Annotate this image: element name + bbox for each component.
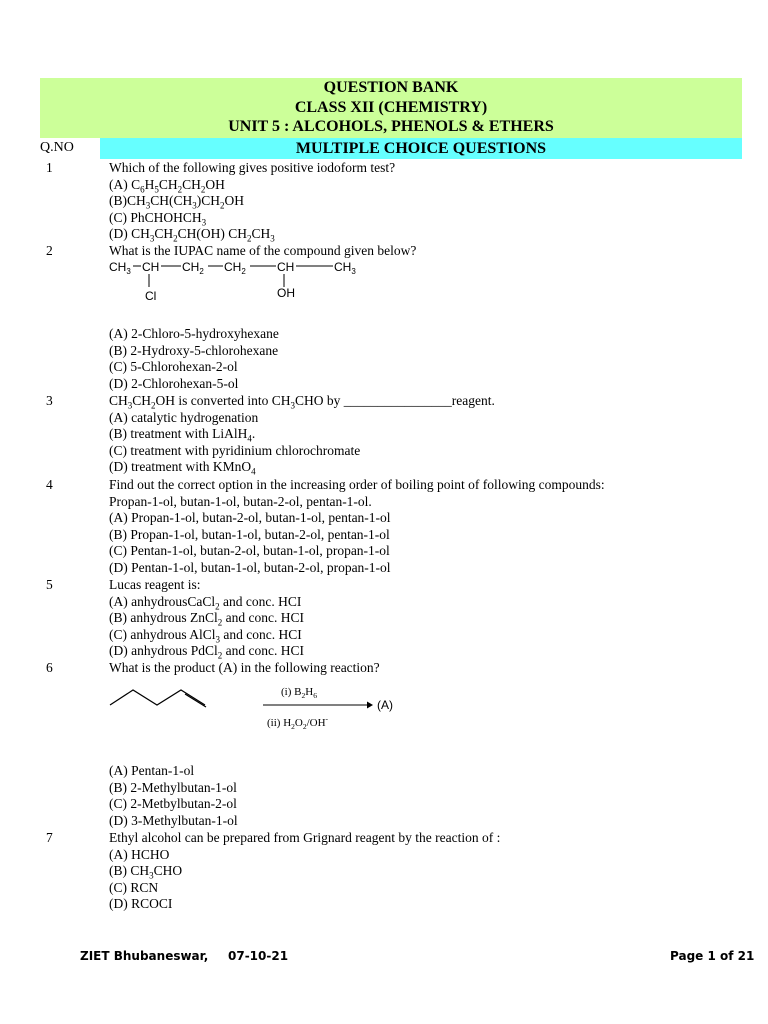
option-b: (B) anhydrous ZnCl$_2$ and conc. HCI [109, 610, 304, 628]
option-b: (B) $CH_3CHO$ [109, 863, 183, 881]
option-b: $(B)CH_3CH(CH_3)CH_2OH$ [109, 193, 245, 211]
chain-atom: $CH_2$ [182, 260, 204, 276]
footer-page-number: Page 1 of 21 [670, 949, 755, 963]
option-b: (B) 2-Methylbutan-1-ol [109, 779, 237, 795]
option-d: (D) 2-Chlorohexan-5-ol [109, 375, 239, 391]
question-number: 1 [46, 160, 53, 175]
question-number: 6 [46, 660, 53, 675]
question-text: What is the IUPAC name of the compound given below? [109, 243, 417, 258]
option-c: (C) 2-Metbylbutan-2-ol [109, 796, 237, 811]
qno-column-label: Q.NO [40, 140, 74, 155]
option-d: (D) Pentan-1-ol, butan-1-ol, butan-2-ol, propan-1-ol [109, 559, 391, 575]
option-a: (A) $C_6H_5CH_2CH_2OH$ [109, 176, 225, 195]
question-number: 7 [46, 830, 53, 845]
question-compounds: Propan-1-ol, butan-1-ol, butan-2-ol, pentan-1-ol. [109, 493, 372, 509]
chain-atom: $CH_3$ [109, 260, 131, 276]
reaction-product: (A) [377, 698, 393, 712]
hydroxy-substituent: OH [277, 286, 295, 300]
reaction-scheme [105, 678, 405, 738]
question-number: 3 [46, 393, 53, 408]
question-number: 4 [46, 477, 53, 492]
option-d: (D) 3-Methylbutan-1-ol [109, 812, 238, 828]
option-a: (A) HCHO [109, 846, 170, 862]
option-d: (D) treatment with KMnO$_4$ [109, 459, 256, 477]
question-text: Ethyl alcohol can be prepared from Grignard reagent by the reaction of : [109, 830, 501, 845]
chain-atom: CH [142, 260, 160, 274]
question-text: Find out the correct option in the increasing order of boiling point of following compounds: [109, 477, 605, 492]
option-b: (B) Propan-1-ol, butan-1-ol, butan-2-ol, pentan-1-ol [109, 526, 390, 542]
option-c: (C) 5-Chlorohexan-2-ol [109, 359, 238, 374]
option-a: (A) anhydrousCaCl$_2$ and conc. HCI [109, 593, 302, 612]
question-number: 2 [46, 243, 53, 258]
option-c: (C) PhCHOHCH$_3$ [109, 209, 207, 228]
footer-institution: ZIET Bhubaneswar, [80, 949, 209, 963]
question-number: 5 [46, 577, 53, 592]
section-title: MULTIPLE CHOICE QUESTIONS [100, 138, 742, 159]
option-c: (C) RCN [109, 879, 159, 895]
chloro-substituent: Cl [145, 289, 157, 303]
question-text: $CH_3CH_2OH$ is converted into $CH_3CHO$ by ________________reagent. [109, 393, 495, 411]
question-text: Which of the following gives positive iodoform test? [109, 160, 396, 175]
option-c: (C) Pentan-1-ol, butan-2-ol, butan-1-ol, propan-1-ol [109, 543, 390, 558]
option-d: (D) $CH_3CH_2CH(OH)$ $CH_2CH_3$ [109, 226, 275, 244]
header-title: QUESTION BANK [323, 79, 459, 96]
option-c: (C) anhydrous AlCl$_3$ and conc. HCI [109, 626, 302, 645]
option-a: (A) 2-Chloro-5-hydroxyhexane [109, 326, 279, 341]
chain-atom: $CH_2$ [224, 260, 246, 276]
option-a: (A) Propan-1-ol, butan-2-ol, butan-1-ol, pentan-1-ol [109, 510, 391, 525]
option-b: (B) treatment with LiAlH$_4$. [109, 426, 256, 444]
header-class: CLASS XII (CHEMISTRY) [294, 98, 488, 116]
header-unit: UNIT 5 : ALCOHOLS, PHENOLS & ETHERS [228, 118, 554, 135]
chain-atom: CH [277, 260, 295, 274]
reagent-step-2: (ii) $H_2O_2/OH^-$ [267, 714, 329, 731]
question-text: Lucas reagent is: [109, 577, 201, 592]
question-bank-header [40, 78, 742, 138]
option-d: (D) anhydrous PdCl$_2$ and conc. HCI [109, 643, 304, 661]
option-d: (D) RCOCI [109, 896, 173, 911]
option-b: (B) 2-Hydroxy-5-chlorohexane [109, 342, 279, 358]
question-text: What is the product (A) in the following reaction? [109, 660, 380, 675]
reagent-step-1: (i) $B_2H_6$ [281, 686, 317, 700]
chain-atom: $CH_3$ [334, 260, 356, 276]
option-c: (C) treatment with pyridinium chlorochromate [109, 442, 361, 458]
compound-structure [105, 258, 375, 306]
footer-date: 07-10-21 [228, 949, 289, 963]
option-a: (A) Pentan-1-ol [109, 763, 195, 778]
option-a: (A) catalytic hydrogenation [109, 409, 259, 425]
